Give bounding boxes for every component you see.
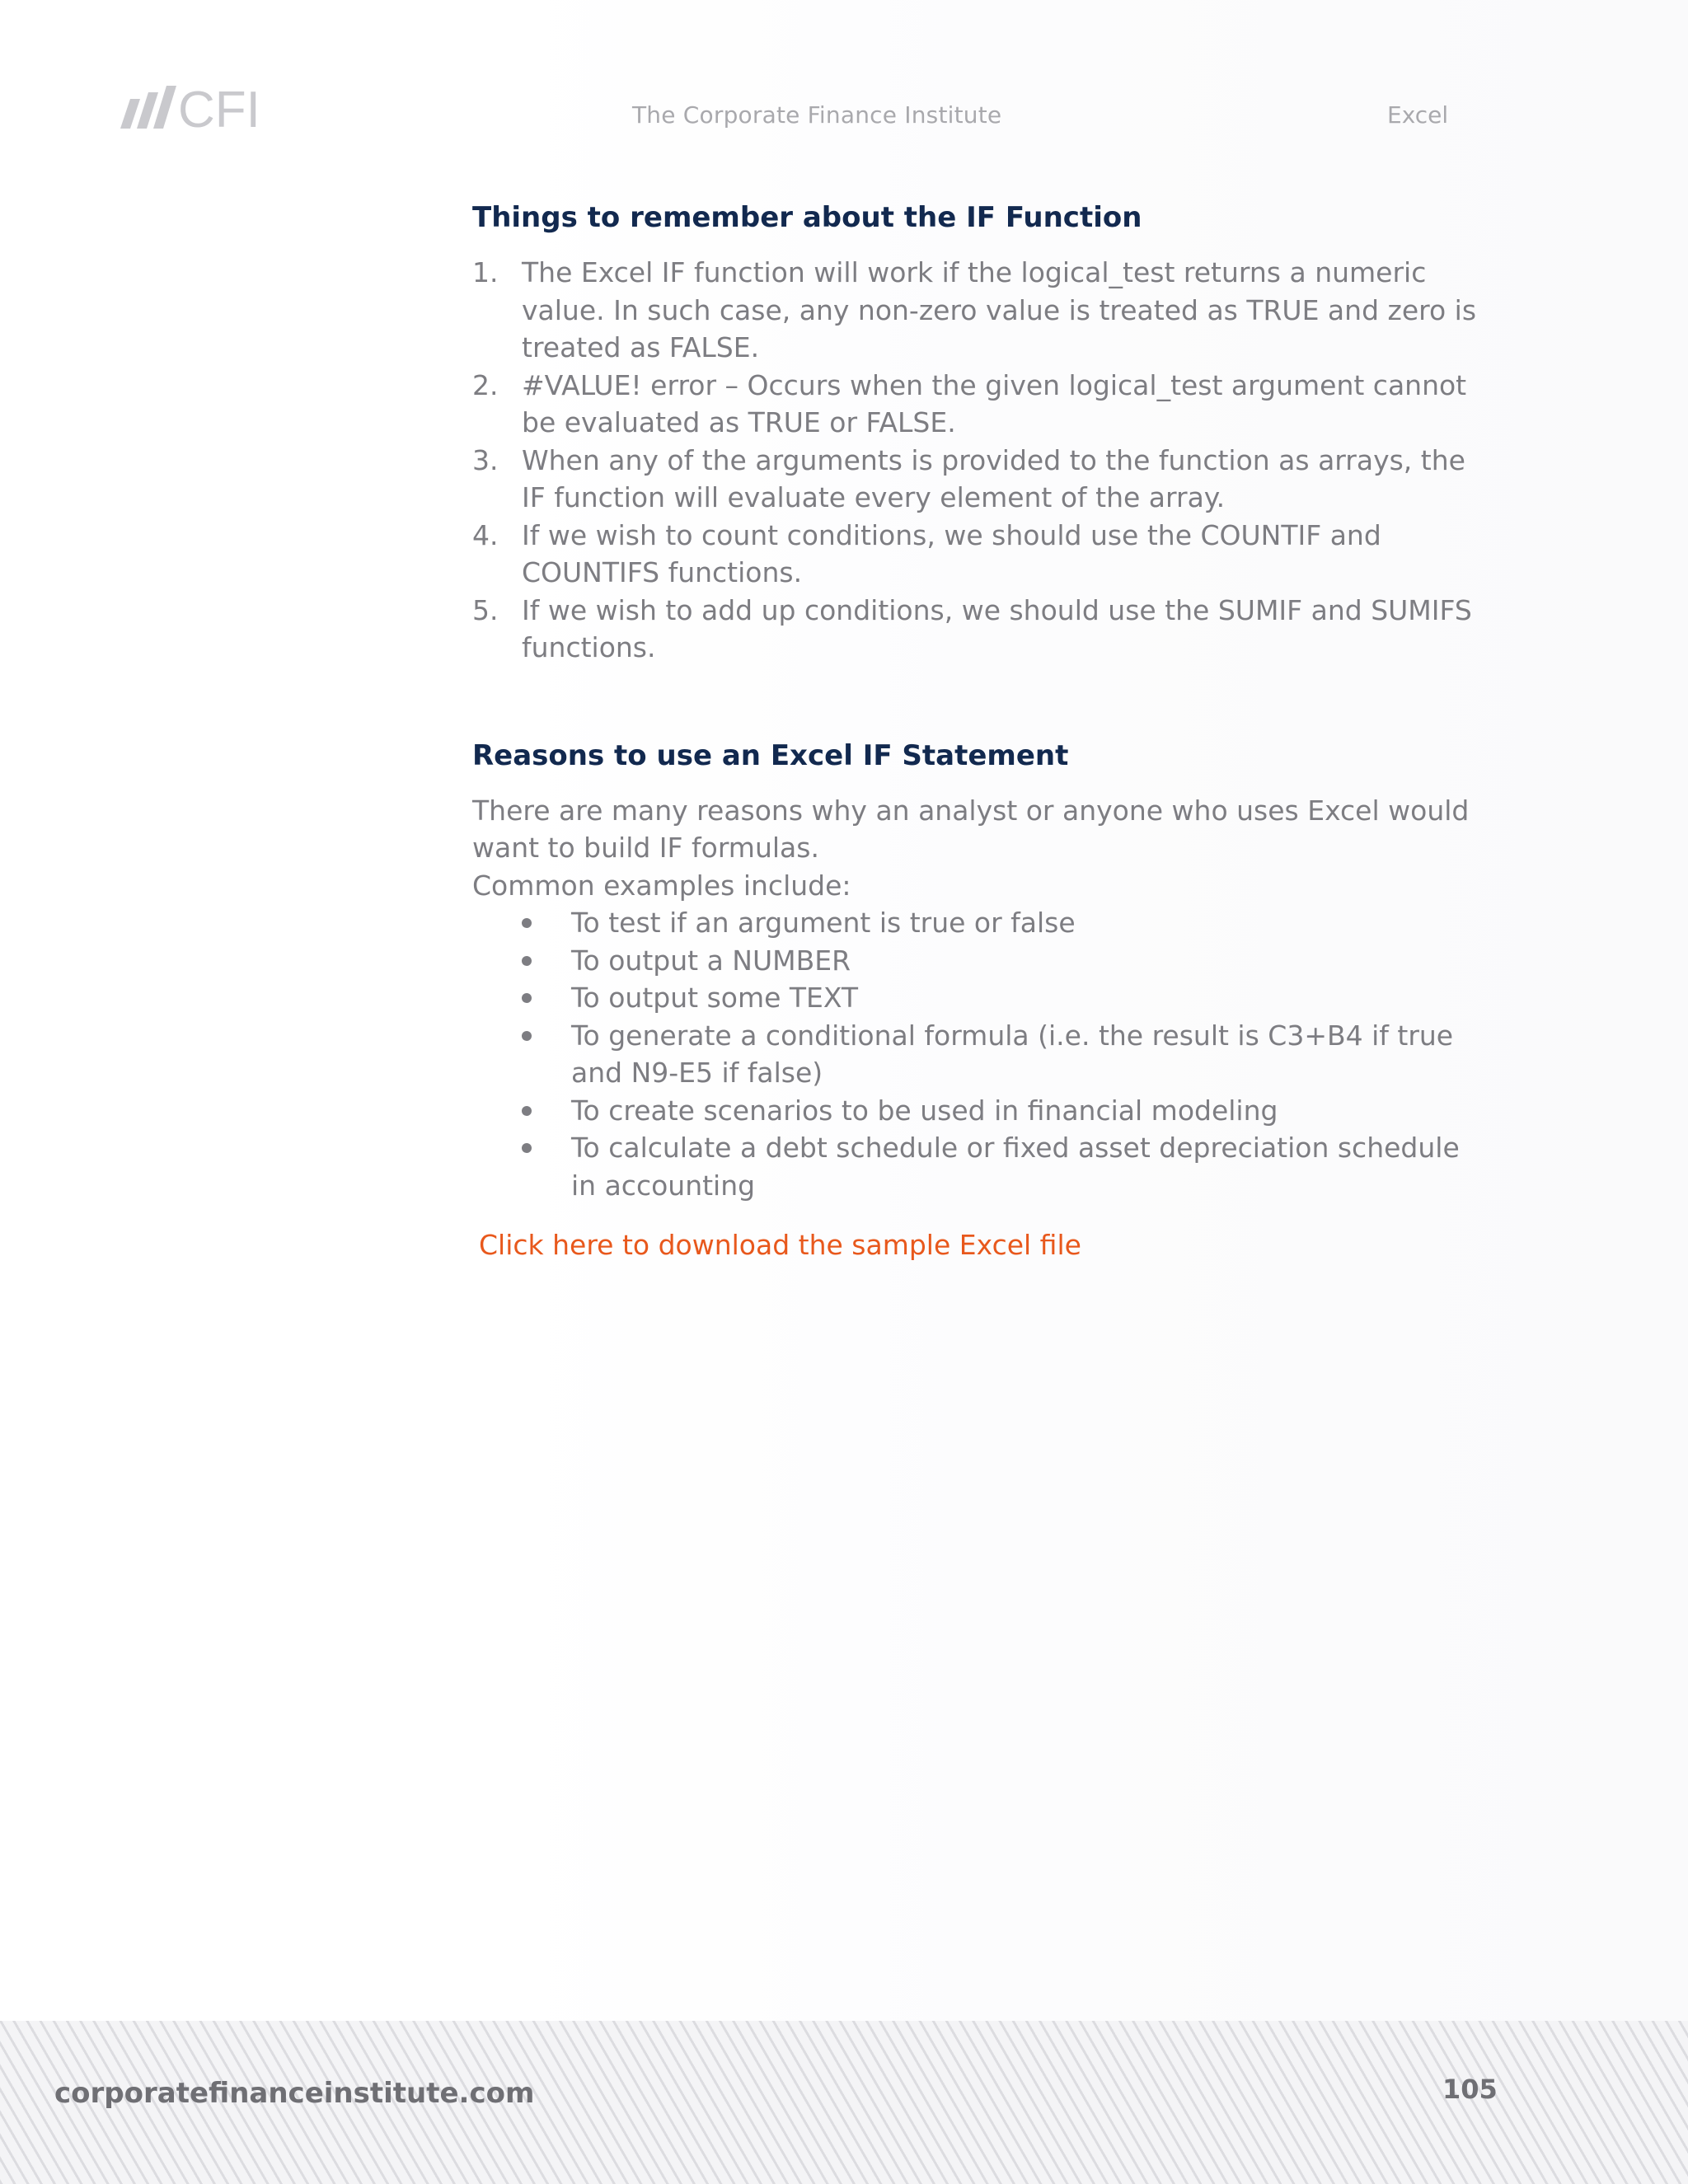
- numbered-list: [472, 254, 1486, 667]
- cfi-logo: [112, 82, 260, 138]
- bullet-item: [472, 979, 1486, 1017]
- bullet-dot-icon: [522, 1143, 532, 1153]
- bullet-dot-icon: [522, 918, 532, 928]
- bullet-text: To create scenarios to be used in financial modeling: [571, 1094, 1278, 1127]
- list-number: 2.: [472, 368, 499, 401]
- header-section: Excel: [1387, 101, 1449, 129]
- section-heading-if-function: Things to remember about the IF Function: [472, 201, 1142, 234]
- list-item: [472, 517, 1486, 592]
- bullet-item: [472, 904, 1486, 942]
- bullet-dot-icon: [522, 956, 532, 966]
- list-item: [472, 367, 1486, 442]
- bullet-item: [472, 1017, 1486, 1092]
- bullet-text: To output a NUMBER: [571, 944, 851, 977]
- intro-paragraph: There are many reasons why an analyst or anyone who uses Excel would want to build IF formulas.: [472, 794, 1470, 864]
- bullet-list: [472, 904, 1486, 1204]
- bullet-text: To test if an argument is true or false: [571, 907, 1076, 939]
- list-item: [472, 442, 1486, 517]
- bullet-text: To output some TEXT: [571, 982, 859, 1014]
- list-item-text: When any of the arguments is provided to the function as arrays, the IF function will evaluate every element of the array.: [522, 443, 1465, 513]
- page-number: 105: [1442, 2074, 1498, 2105]
- footer-url[interactable]: corporatefinanceinstitute.com: [54, 2077, 535, 2110]
- bullet-item: [472, 942, 1486, 980]
- bullet-text: To generate a conditional formula (i.e. the result is C3+B4 if true and N9-E5 if false): [571, 1019, 1454, 1089]
- download-sample-link[interactable]: Click here to download the sample Excel file: [479, 1229, 1081, 1261]
- common-examples-label: Common examples include:: [472, 869, 851, 902]
- list-number: 1.: [472, 256, 499, 288]
- list-number: 3.: [472, 443, 499, 476]
- list-item-text: #VALUE! error – Occurs when the given logical_test argument cannot be evaluated as TRUE or FALSE.: [522, 368, 1467, 438]
- bullet-item: [472, 1129, 1486, 1204]
- bullet-dot-icon: [522, 1031, 532, 1041]
- list-item: [472, 592, 1486, 667]
- bullet-text: To calculate a debt schedule or fixed asset depreciation schedule in accounting: [571, 1132, 1460, 1202]
- main-content: [472, 198, 1486, 1264]
- list-item-text: If we wish to add up conditions, we should use the SUMIF and SUMIFS functions.: [522, 593, 1472, 663]
- bullet-item: [472, 1092, 1486, 1130]
- header-title: The Corporate Finance Institute: [632, 101, 1002, 129]
- bullet-dot-icon: [522, 1106, 532, 1116]
- logo-text: CFI: [178, 82, 260, 138]
- list-item: [472, 254, 1486, 367]
- list-number: 5.: [472, 593, 499, 626]
- section-heading-reasons: Reasons to use an Excel IF Statement: [472, 738, 1069, 772]
- bullet-dot-icon: [522, 993, 532, 1003]
- list-item-text: If we wish to count conditions, we should use the COUNTIF and COUNTIFS functions.: [522, 518, 1381, 588]
- list-item-text: The Excel IF function will work if the logical_test returns a numeric value. In such case, any non-zero value is treated as TRUE and zero is treated as FALSE.: [522, 256, 1477, 363]
- list-number: 4.: [472, 518, 499, 551]
